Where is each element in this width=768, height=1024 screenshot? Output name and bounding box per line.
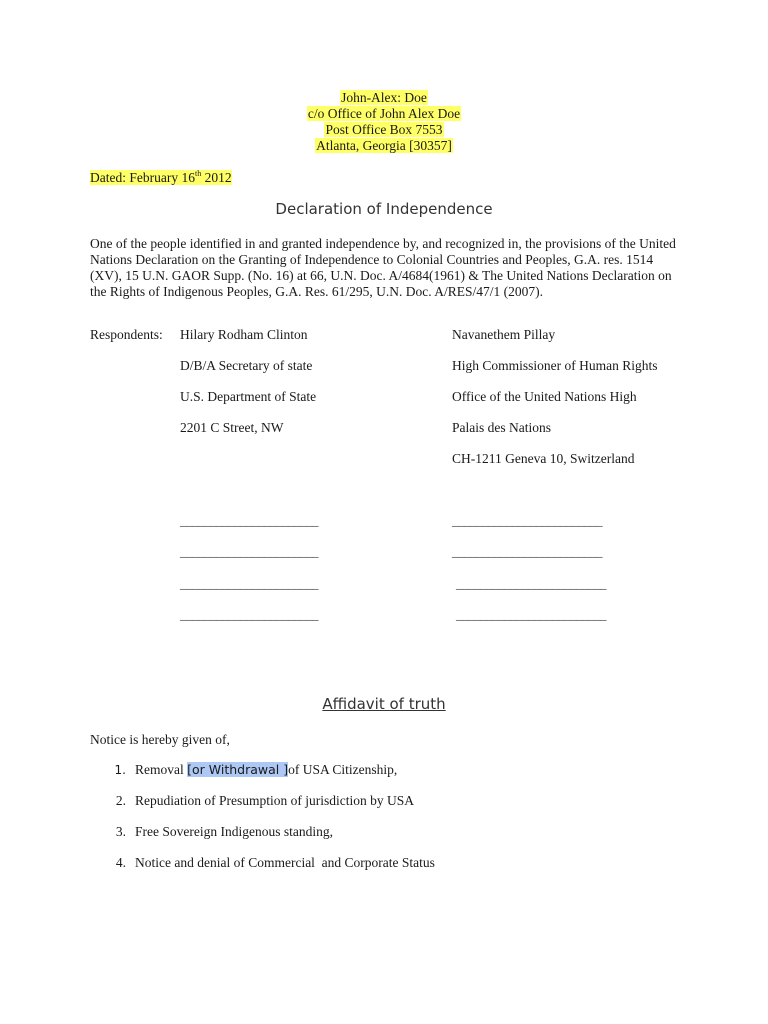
selected-text[interactable]: [or Withdrawal ] — [187, 762, 289, 777]
sender-city: Atlanta, Georgia [30357] — [316, 138, 452, 153]
respondent-left-line: U.S. Department of State — [180, 389, 317, 404]
list-item-number: 4. — [115, 855, 126, 870]
signature-line-left: _______________________ — [180, 544, 318, 559]
respondent-left-line: 2201 C Street, NW — [180, 420, 284, 435]
list-item — [135, 762, 397, 778]
sender-name: John-Alex: Doe — [341, 90, 427, 105]
declaration-title: Declaration of Independence — [275, 200, 493, 218]
signature-line-right: _________________________ — [452, 544, 602, 559]
list-item-number: 2. — [115, 793, 126, 808]
sender-po-box: Post Office Box 7553 — [325, 122, 443, 137]
intro-paragraph: One of the people identified in and granted independence by, and recognized in, the provisions of the United Nations Declaration on the Granting of Independence to Colonial Countries and Peoples, G.A. res. 1514 (XV), 15 U.N. GAOR Supp. (No. 16) at 66, U.N. Doc. A/4684(1961) & The United Nations Declaration on the Rights of Indigenous Peoples, G.A. Res. 61/295, U.N. Doc. A/RES/47/1 (2007). — [90, 236, 676, 299]
respondent-left-line: D/B/A Secretary of state — [180, 358, 313, 373]
respondent-right-line: Navanethem Pillay — [452, 327, 556, 342]
list-item-text: of USA Citizenship, — [288, 762, 398, 777]
respondents-label: Respondents: — [90, 327, 163, 342]
signature-line-right: _________________________ — [456, 576, 606, 591]
list-item-number: 3. — [115, 824, 126, 839]
dated-suffix: th — [194, 169, 202, 178]
list-item-number: 1. — [114, 763, 126, 777]
affidavit-title: Affidavit of truth — [322, 695, 446, 713]
list-item-text: Removal — [135, 762, 188, 777]
list-item: Free Sovereign Indigenous standing, — [135, 824, 333, 839]
dated-prefix: Dated: February 16 — [90, 170, 195, 185]
signature-line-right: _________________________ — [456, 607, 606, 622]
respondent-left-line: Hilary Rodham Clinton — [180, 327, 308, 342]
dated-year: 2012 — [201, 170, 232, 185]
signature-line-left: _______________________ — [180, 576, 318, 591]
respondent-right-line: Office of the United Nations High — [452, 389, 637, 404]
sender-care-of: c/o Office of John Alex Doe — [307, 106, 461, 121]
respondent-right-line: Palais des Nations — [452, 420, 551, 435]
signature-line-left: _______________________ — [180, 607, 318, 622]
signature-line-left: _______________________ — [180, 513, 318, 528]
list-item: Notice and denial of Commercial and Corporate Status — [135, 855, 435, 870]
respondent-right-line: CH-1211 Geneva 10, Switzerland — [452, 451, 635, 466]
respondent-right-line: High Commissioner of Human Rights — [452, 358, 658, 373]
notice-intro: Notice is hereby given of, — [90, 732, 230, 747]
signature-line-right: _________________________ — [452, 513, 602, 528]
address-block — [0, 90, 768, 154]
list-item: Repudiation of Presumption of jurisdiction by USA — [135, 793, 414, 808]
dated-line — [90, 170, 232, 186]
